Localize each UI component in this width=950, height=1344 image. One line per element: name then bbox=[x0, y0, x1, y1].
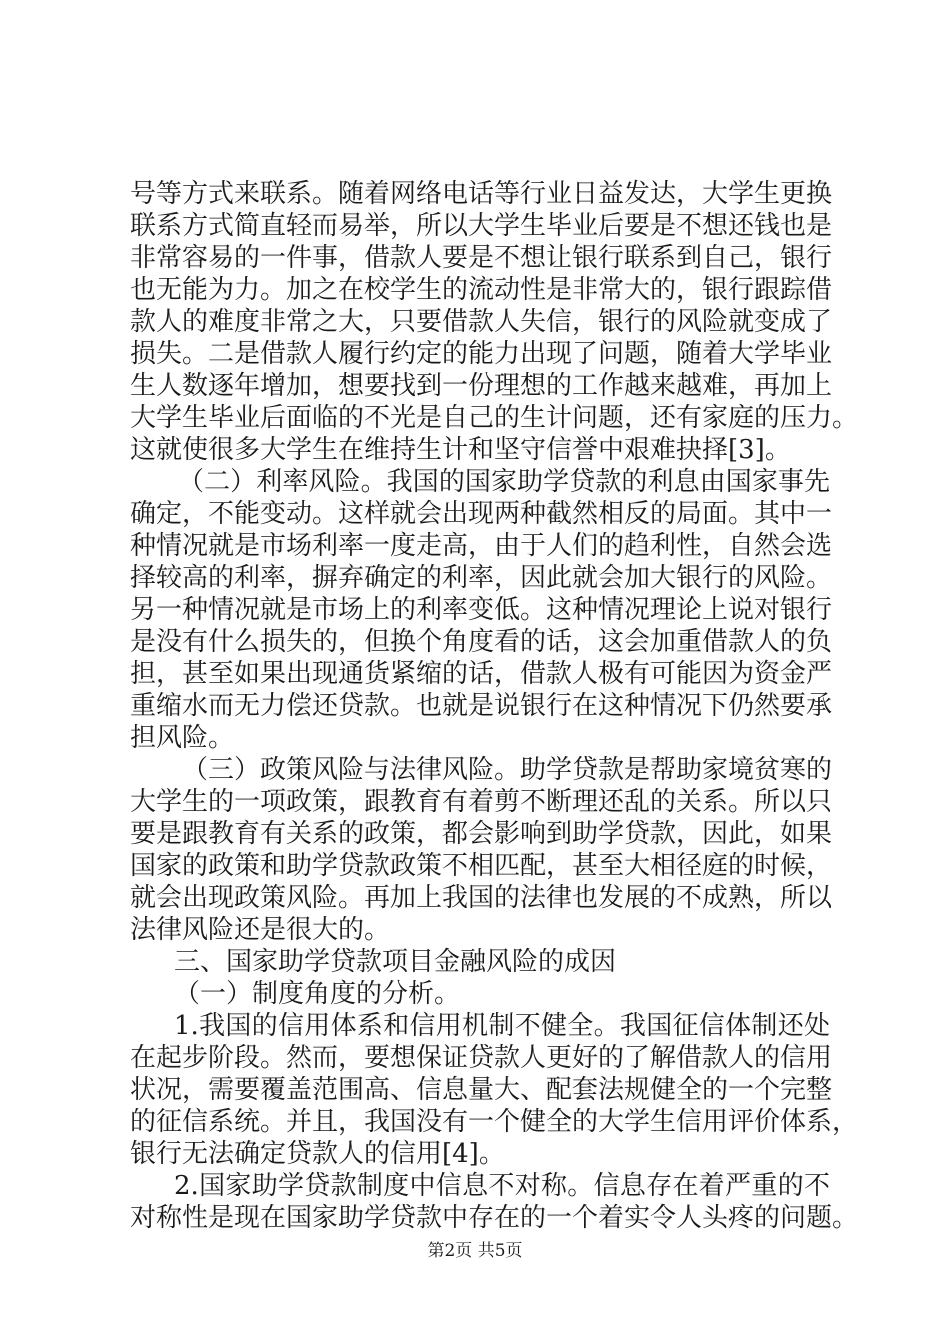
text-line: 也无能为力。加之在校学生的流动性是非常大的，银行跟踪借 bbox=[130, 275, 833, 305]
text-line: 担风险。 bbox=[130, 723, 235, 753]
text-line: 联系方式简直轻而易举，所以大学生毕业后要是不想还钱也是 bbox=[130, 211, 833, 241]
text-line: 非常容易的一件事，借款人要是不想让银行联系到自己，银行 bbox=[130, 243, 833, 273]
text-line: 要是跟教育有关系的政策，都会影响到助学贷款，因此，如果 bbox=[130, 819, 833, 849]
text-line: 在起步阶段。然而，要想保证贷款人更好的了解借款人的信用 bbox=[130, 1043, 833, 1073]
text-line: 就会出现政策风险。再加上我国的法律也发展的不成熟，所以 bbox=[130, 883, 833, 913]
text-line: 法律风险还是很大的。 bbox=[130, 915, 391, 945]
text-line: 生人数逐年增加，想要找到一份理想的工作越来越难，再加上 bbox=[130, 371, 833, 401]
text-line: 三、国家助学贷款项目金融风险的成因 bbox=[174, 947, 617, 977]
text-line: 重缩水而无力偿还贷款。也就是说银行在这种情况下仍然要承 bbox=[130, 691, 833, 721]
text-line: 的征信系统。并且，我国没有一个健全的大学生信用评价体系， bbox=[130, 1107, 859, 1137]
text-line: 确定，不能变动。这样就会出现两种截然相反的局面。其中一 bbox=[130, 499, 833, 529]
text-line: 损失。二是借款人履行约定的能力出现了问题，随着大学毕业 bbox=[130, 339, 833, 369]
text-line: 款人的难度非常之大，只要借款人失信，银行的风险就变成了 bbox=[130, 307, 833, 337]
text-line: 1.我国的信用体系和信用机制不健全。我国征信体制还处 bbox=[174, 1011, 830, 1041]
text-line: 状况，需要覆盖范围高、信息量大、配套法规健全的一个完整 bbox=[130, 1075, 833, 1105]
text-line: 2.国家助学贷款制度中信息不对称。信息存在着严重的不 bbox=[174, 1171, 830, 1201]
text-line: 对称性是现在国家助学贷款中存在的一个着实令人头疼的问题。 bbox=[130, 1203, 859, 1233]
text-line: 大学生的一项政策，跟教育有着剪不断理还乱的关系。所以只 bbox=[130, 787, 833, 817]
text-line: 号等方式来联系。随着网络电话等行业日益发达，大学生更换 bbox=[130, 179, 833, 209]
text-line: 另一种情况就是市场上的利率变低。这种情况理论上说对银行 bbox=[130, 595, 833, 625]
text-line: 种情况就是市场利率一度走高，由于人们的趋利性，自然会选 bbox=[130, 531, 833, 561]
text-line: 择较高的利率，摒弃确定的利率，因此就会加大银行的风险。 bbox=[130, 563, 833, 593]
text-line: 银行无法确定贷款人的信用[4]。 bbox=[130, 1139, 505, 1169]
page-footer: 第2页 共5页 bbox=[427, 1241, 523, 1261]
text-line: 担，甚至如果出现通货紧缩的话，借款人极有可能因为资金严 bbox=[130, 659, 833, 689]
text-line: （一）制度角度的分析。 bbox=[174, 979, 461, 1009]
text-line: 是没有什么损失的，但换个角度看的话，这会加重借款人的负 bbox=[130, 627, 833, 657]
text-line: （二）利率风险。我国的国家助学贷款的利息由国家事先 bbox=[178, 467, 830, 497]
text-line: 这就使很多大学生在维持生计和坚守信誉中艰难抉择[3]。 bbox=[130, 435, 791, 465]
text-line: 国家的政策和助学贷款政策不相匹配，甚至大相径庭的时候， bbox=[130, 851, 833, 881]
text-line: （三）政策风险与法律风险。助学贷款是帮助家境贫寒的 bbox=[182, 755, 833, 785]
text-line: 大学生毕业后面临的不光是自己的生计问题，还有家庭的压力。 bbox=[130, 403, 859, 433]
